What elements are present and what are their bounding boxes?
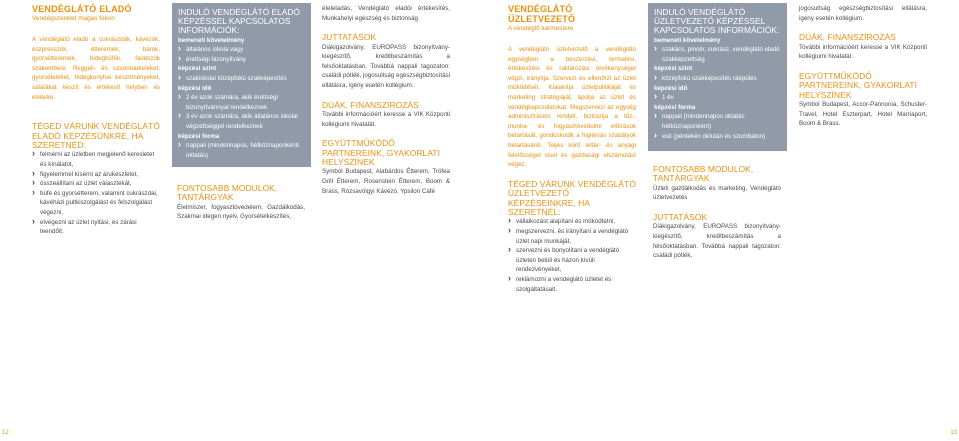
level-label: képzési szint bbox=[654, 65, 693, 73]
list-item: › figyelemmel kísérni az árukészletet, bbox=[32, 170, 160, 180]
list-item: › esti (péntekén délután és szombaton) bbox=[654, 132, 781, 142]
tasks-title: TÉGED VÁRUNK VENDÉGLÁTÓ ÜZLETVEZETŐ KÉPZÉSEINKRE, HA SZERETNÉL: bbox=[508, 178, 636, 217]
page-title: VENDÉGLÁTÓ ELADÓ bbox=[32, 4, 132, 14]
modules-section bbox=[177, 184, 305, 222]
level-label: képzési szint bbox=[178, 65, 217, 73]
list-item: › középfokú szakképesítés ráépülés bbox=[654, 74, 781, 84]
list-item: › általános iskola vagy bbox=[178, 45, 305, 55]
list-item: › reklámozni a vendéglátó üzletet és szolgáltatásait. bbox=[508, 275, 636, 294]
info-box bbox=[172, 3, 311, 167]
list-item: › 2 év azok számára, akik érettségi bizonyítvánnyal rendelkeznek bbox=[178, 93, 305, 112]
intro-text: A vendéglátó üzletvezető a vendéglátó egységben a beszerzési, termelési, értékesítési és raktározási tevékenységet végzi, irányítja. Szervezi és ellenőrzi az üzlet működését. Kialakítja üzletpolitikáját és marketing stratégiáját, ápolja az üzlet és vendégkapcsolatokat. Megszervezi az egység adminisztrációs rendjét, biztosítja a tűz-, munka- és fogyasztóvédelmi előírások betartását, gondoskodik a higiéniás szabályok betartásáról. Teljes körű leltár- és anyagi felelősséget visel és gazdasági elszámolást végez. bbox=[508, 46, 636, 169]
info-box-title: INDULÓ VENDÉGLÁTÓ ELADÓ KÉPZÉSSEL KAPCSOLATOS INFORMÁCIÓK: bbox=[178, 7, 300, 36]
far-right-column bbox=[799, 4, 927, 129]
left-column bbox=[32, 4, 160, 237]
info-box-title: INDULÓ VENDÉGLÁTÓ ÜZLETVEZETŐ KÉPZÉSSEL KAPCSOLATOS INFORMÁCIÓK: bbox=[654, 7, 780, 36]
section-text: Symbol Budapest, Alabárdos Étterem, Trófea Grill Étterem, Rosenstein Étterem, Boom & Brass, Rózsavölgyi Kávézó, Ypsilon Café bbox=[322, 168, 450, 195]
page-number-right: 13 bbox=[950, 430, 957, 437]
form-label: képzési forma bbox=[178, 132, 220, 140]
page-title: VENDÉGLÁTÓ ÜZLETVEZETŐ bbox=[508, 4, 576, 24]
section-text: További információért keresse a VIK Központi kollégiumi hivatalát. bbox=[322, 110, 450, 128]
list-item: › megszervezni, és irányítani a vendéglátó üzlet napi munkáját, bbox=[508, 227, 636, 246]
section-title: DÚÁK, FINANSZÍROZÁS bbox=[322, 99, 419, 110]
continued-text: ételeladás, Vendéglátó eladói értékesítés, Munkahelyi egészség és biztonság bbox=[322, 5, 450, 22]
list-item: › nappali (mindennapos oktatás hétköznaponként) bbox=[654, 112, 781, 131]
list-item: › összeállítani az üzlet választékát, bbox=[32, 179, 160, 189]
section-title: DÚÁK, FINANSZÍROZÁS bbox=[799, 32, 896, 43]
tasks-list bbox=[508, 217, 636, 294]
section-text: Élelmiszer, fogyasztóvédelem, Gazdálkodás, Szakmai idegen nyelv, Gyorsételkészítés, bbox=[177, 203, 305, 221]
modules-section bbox=[653, 165, 781, 261]
middle-column bbox=[322, 4, 450, 196]
section-title: JUTTATÁSOK bbox=[322, 32, 377, 43]
list-item: › 1 év bbox=[654, 93, 781, 103]
section-title: FONTOSABB MODULOK, TANTÁRGYAK bbox=[177, 183, 278, 203]
page-number-left: 12 bbox=[2, 430, 9, 437]
tasks-list bbox=[32, 150, 160, 236]
tasks-title: TÉGED VÁRUNK VENDÉGLÁTÓ ELADÓ KÉPZÉSÜNKRE, HA SZERETNÉD: bbox=[32, 121, 160, 150]
continued-text: jogosultság egészségbiztosítási ellátásra, igény esetén kollégium. bbox=[799, 5, 927, 22]
section-title: FONTOSABB MODULOK, TANTÁRGYAK bbox=[653, 164, 754, 184]
section-text: Diákigazolvány, EUROPASS bizonyítvány-kiegészítő, kreditbeszámítás a felsőoktatásban. Továbbá nappali tagozaton: családi pótlék, jogosultság egészségbiztosítási ellátásra, igény esetén kollégium. bbox=[322, 43, 450, 89]
list-item: › szakács, pincér, cukrász, vendéglátó eladó szakképzettség bbox=[654, 45, 781, 64]
list-item: › szakiskolai középfokú szakképesítés bbox=[178, 74, 305, 84]
section-title: EGYÜTTMŰKÖDŐ PARTNEREINK, GYAKORLATI HELYSZÍNEK bbox=[799, 70, 918, 100]
list-item: › vállalkozást alapítani és működtetni, bbox=[508, 217, 636, 227]
info-box bbox=[648, 3, 787, 151]
form-label: képzési forma bbox=[654, 103, 696, 111]
list-item: › elvégezni az üzlet nyitási, és zárási teendőit. bbox=[32, 218, 160, 237]
list-item: › felmérni az üzletben megjelenő keresletet és kínálatot, bbox=[32, 150, 160, 169]
list-item: › 3 év azok számára, akik általános iskolai végzettséggel rendelkeznek bbox=[178, 112, 305, 131]
section-text: Diákigazolvány, EUROPASS bizonyítvány-kiegészítő, kreditbeszámítás a felsőoktatásban. Továbbá nappali tagozaton: családi pótlék, bbox=[653, 223, 781, 260]
section-text: További információért keresse a VIK Központi kollégiumi hivatalát. bbox=[799, 43, 927, 61]
page-subtitle: A vendéglő karmestere bbox=[508, 25, 574, 32]
page-subtitle: Vendégszeretet magas fokon bbox=[32, 15, 115, 22]
section-text: Üzleti gazdálkodás és marketing, Vendéglátó üzletvezetés bbox=[653, 184, 781, 202]
section-title: JUTTATÁSOK bbox=[653, 212, 708, 222]
intro-text: A vendéglátó eladó a cukrászdák, kávézók, eszpresszók, étteremek, bárok, gyorsétteremek, hidegbüfék, falatozók szakembere. Reggeli- és uzsonnaételeket, gyorsételeket, hidegkonyhai készítményeket, salátákat készít és értékesít helyben és elvitelre. bbox=[32, 36, 160, 101]
list-item: › szervezni és bonyolítani a vendéglátó üzleten belüli és házon kívüli rendezvényeket, bbox=[508, 246, 636, 275]
list-item: › érettségi bizonyítvány bbox=[178, 55, 305, 65]
list-item: › büfé és gyorsétterem, valamint cukrászdai, kávéházi pultkiszolgálást és felszolgálást végezni, bbox=[32, 189, 160, 218]
entry-label: bemeneti követelmény bbox=[178, 36, 245, 44]
section-text: Symbol Budapest, Accor-Pannonia, Schuster-Travel, Hotel Eszterpart, Hotel Marriaport, Boom & Brass. bbox=[799, 101, 927, 128]
section-title: EGYÜTTMŰKÖDŐ PARTNEREINK, GYAKORLATI HELYSZÍNEK bbox=[322, 138, 441, 167]
right-column bbox=[508, 4, 636, 294]
list-item: › nappali (mindennapos, hétköznaponkénti oktatás) bbox=[178, 141, 305, 160]
time-label: képzési idő bbox=[178, 84, 212, 92]
entry-label: bemeneti követelmény bbox=[654, 36, 721, 44]
time-label: képzési idő bbox=[654, 84, 688, 92]
